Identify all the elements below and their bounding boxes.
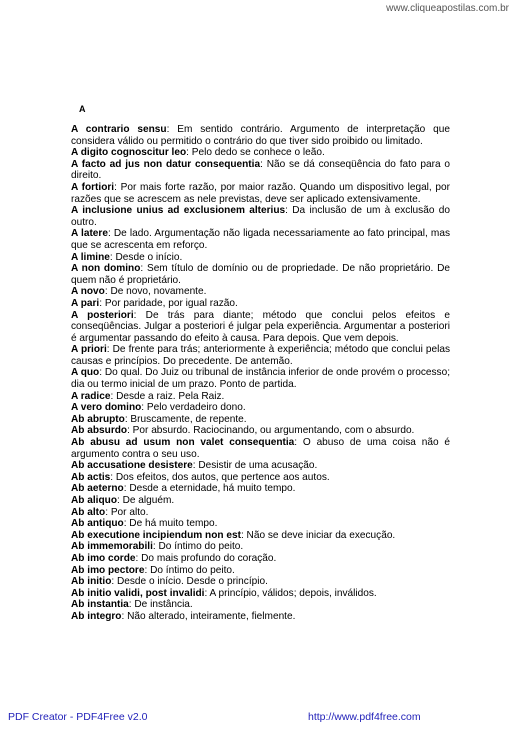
glossary-entry <box>71 460 450 472</box>
glossary-entry <box>71 228 450 251</box>
entry-definition: : Pelo verdadeiro dono. <box>141 402 246 414</box>
glossary-entry <box>71 124 450 147</box>
entry-definition: : A princípio, válidos; depois, inválidos. <box>204 587 377 599</box>
glossary-entry <box>71 565 450 577</box>
entry-term: Ab abrupto <box>71 413 125 425</box>
entry-definition: : Desde a eternidade, há muito tempo. <box>123 483 296 495</box>
glossary-entry <box>71 425 450 437</box>
glossary-entry <box>71 507 450 519</box>
glossary-entry <box>71 588 450 600</box>
entry-definition: : Pelo dedo se conhece o leão. <box>186 147 325 159</box>
entry-term: Ab abusu ad usum non valet consequentia <box>71 437 295 449</box>
glossary-entry <box>71 530 450 542</box>
glossary-entry <box>71 205 450 228</box>
entry-definition: : Por paridade, por igual razão. <box>99 297 238 309</box>
entry-definition: : Do íntimo do peito. <box>144 564 235 576</box>
entry-definition: : De há muito tempo. <box>123 518 218 530</box>
entry-definition: : De alguém. <box>116 495 175 506</box>
entry-term: A radice <box>71 390 111 402</box>
entry-definition: : De lado. Argumentação não ligada necessariamente ao fato principal, mas que se acrescenta em reforço. <box>71 228 450 251</box>
entry-definition: : De frente para trás; anteriormente à experiência; método que conclui pelas causas e princípios. Do precedente. De antemão. <box>71 344 451 367</box>
entry-definition: : Desde o início. Desde o princípio. <box>111 576 268 588</box>
entry-term: Ab integro <box>71 610 122 622</box>
glossary-entry <box>71 159 450 182</box>
entry-term: A fortiori <box>71 181 115 193</box>
entry-term: Ab alto <box>71 506 106 518</box>
entry-term: Ab imo pectore <box>71 564 145 576</box>
glossary-entry <box>71 298 450 310</box>
entry-term: A novo <box>71 286 105 298</box>
glossary-entry <box>71 252 450 264</box>
entry-term: Ab aeterno <box>71 483 124 495</box>
glossary-entry <box>71 286 450 298</box>
entry-definition: : De trás para diante; método que conclui pelos efeitos e conseqüências. Julgar a posteriori é julgar pela experiência. Argumentar a posteriori é argumentar passando do efeito à causa. Para depois. Que vem depois. <box>71 309 450 344</box>
entry-term: Ab instantia <box>71 599 129 611</box>
glossary-entry <box>71 576 450 588</box>
entry-definition: : Desistir de uma acusação. <box>192 460 318 472</box>
footer-pdf4free-link[interactable]: http://www.pdf4free.com <box>308 711 421 723</box>
entry-definition: : Do íntimo do peito. <box>152 541 244 553</box>
entry-term: A quo <box>71 367 100 379</box>
footer-pdf-creator: PDF Creator - PDF4Free v2.0 <box>8 711 148 723</box>
entry-definition: : Desde a raiz. Pela Raiz. <box>110 390 225 402</box>
entry-term: Ab imo corde <box>71 552 136 564</box>
entry-term: Ab aliquo <box>71 495 117 506</box>
entry-term: Ab executione incipiendum non est <box>71 529 241 541</box>
entry-definition: : Dos efeitos, dos autos, que pertence aos autos. <box>110 471 330 483</box>
entry-term: A posteriori <box>71 309 134 321</box>
glossary-entry <box>71 263 450 286</box>
entry-definition: : Em sentido contrário. Argumento de interpretação que considera válido ou permitido o contrário do que tiver sido proibido ou limitado. <box>71 124 450 147</box>
entry-definition: : Desde o início. <box>109 251 183 263</box>
entry-definition: : De novo, novamente. <box>104 286 207 298</box>
entry-term: Ab absurdo <box>71 425 128 437</box>
entry-definition: : Por absurdo. Raciocinando, ou argumentando, com o absurdo. <box>127 425 415 437</box>
entry-term: Ab initio <box>71 576 112 588</box>
entry-definition: : Não alterado, inteiramente, fielmente. <box>121 610 296 622</box>
glossary-entry <box>71 391 450 403</box>
entry-term: Ab immemorabili <box>71 541 153 553</box>
glossary-entry <box>71 367 450 390</box>
entry-definition: : Por alto. <box>105 506 149 518</box>
glossary-entry <box>71 310 450 345</box>
glossary-entry <box>71 182 450 205</box>
entry-term: A pari <box>71 297 100 309</box>
entry-definition: : Sem título de domínio ou de propriedade. De não proprietário. De quem não é proprietário. <box>71 263 450 286</box>
glossary-entry <box>71 147 450 159</box>
entry-definition: : Não se dá conseqüência do fato para o direito. <box>71 158 450 182</box>
entry-definition: : O abuso de uma coisa não é argumento contra o seu uso. <box>71 437 450 460</box>
glossary-entry <box>71 599 450 611</box>
glossary-entry <box>71 472 450 484</box>
entry-definition: : De instância. <box>128 599 193 611</box>
glossary-entry <box>71 541 450 553</box>
entry-term: A facto ad jus non datur consequentia <box>71 158 261 170</box>
glossary-entry <box>71 414 450 426</box>
entry-term: A non domino <box>71 263 141 275</box>
entry-term: A inclusione unius ad exclusionem alterius <box>71 205 286 217</box>
site-url[interactable]: www.cliqueapostilas.com.br <box>386 3 509 14</box>
entry-definition: : Não se deve iniciar da execução. <box>240 529 396 541</box>
glossary-entry <box>71 344 450 367</box>
glossary-entry <box>71 402 450 414</box>
glossary-entries <box>71 124 450 623</box>
entry-definition: : Do qual. Do Juiz ou tribunal de instância inferior de onde provém o processo; dia ou termo inicial de um prazo. Ponto de partida. <box>71 367 450 391</box>
section-letter: A <box>79 104 86 114</box>
glossary-entry <box>71 553 450 565</box>
entry-term: A priori <box>71 344 107 356</box>
entry-term: A digito cognoscitur leo <box>71 147 187 159</box>
entry-term: A vero domino <box>71 402 142 414</box>
glossary-entry <box>71 437 450 460</box>
entry-term: Ab initio validi, post invalidi <box>71 587 205 599</box>
entry-definition: : Bruscamente, de repente. <box>124 413 247 425</box>
entry-definition: : Da inclusão de um à exclusão do outro. <box>71 205 450 228</box>
glossary-entry <box>71 495 450 507</box>
glossary-entry <box>71 518 450 530</box>
entry-definition: : Do mais profundo do coração. <box>135 552 277 564</box>
entry-term: Ab antiquo <box>71 518 124 530</box>
glossary-entry <box>71 483 450 495</box>
entry-term: A latere <box>71 228 108 240</box>
entry-definition: : Por mais forte razão, por maior razão. Quando um dispositivo legal, por razões que se acrescem as nele previstas, deve ser aplicado extensivamente. <box>71 181 450 205</box>
entry-term: A limine <box>71 251 110 263</box>
entry-term: A contrario sensu <box>71 124 167 135</box>
entry-term: Ab actis <box>71 471 111 483</box>
glossary-entry <box>71 611 450 623</box>
entry-term: Ab accusatione desistere <box>71 460 193 472</box>
